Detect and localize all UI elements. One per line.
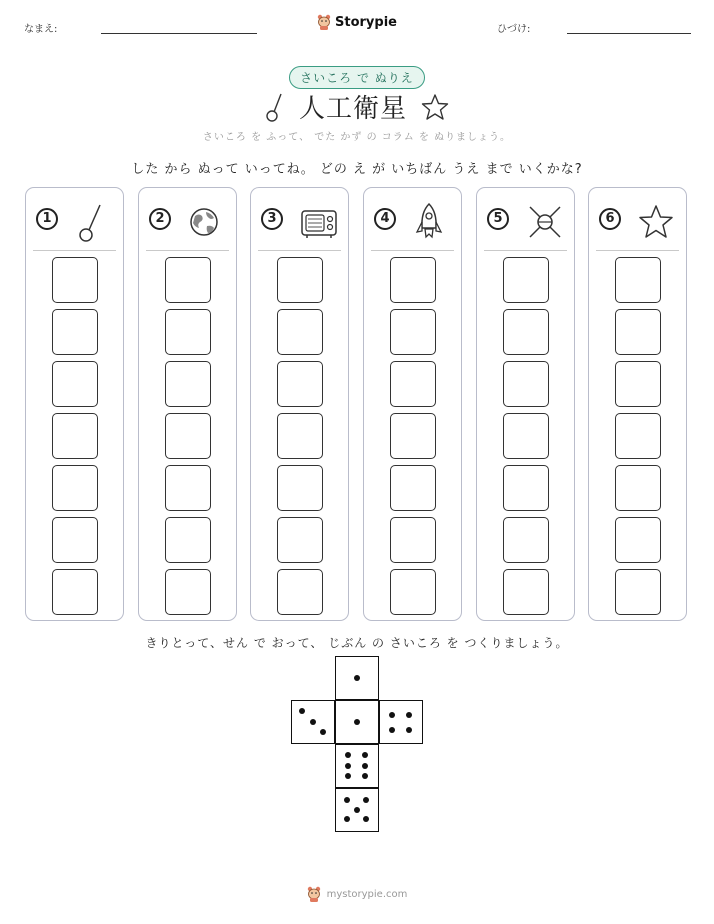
- color-cell[interactable]: [277, 257, 323, 303]
- die-pip: [354, 807, 360, 813]
- column-divider: [484, 250, 567, 251]
- bear-logo-icon: [317, 14, 331, 30]
- color-cell[interactable]: [503, 309, 549, 355]
- column-number: 6: [599, 208, 621, 230]
- date-label: ひづけ:: [497, 24, 531, 35]
- color-cell[interactable]: [165, 257, 211, 303]
- die-pip: [406, 712, 412, 718]
- color-cell[interactable]: [390, 361, 436, 407]
- color-cell[interactable]: [390, 517, 436, 563]
- die-pip: [354, 719, 360, 725]
- die-pip: [345, 763, 351, 769]
- column-divider: [33, 250, 116, 251]
- color-cell[interactable]: [52, 361, 98, 407]
- name-line: [101, 33, 257, 34]
- name-label: なまえ:: [24, 24, 58, 35]
- die-face-4: [379, 700, 423, 744]
- subtitle: さいころ を ふって、 でた かず の コラム を ぬりましょう。: [202, 132, 512, 143]
- theme-badge-text: さいころ で ぬりえ: [289, 66, 425, 89]
- brand-name: Storypie: [335, 14, 397, 30]
- color-cell[interactable]: [503, 257, 549, 303]
- die-pip: [406, 727, 412, 733]
- die-pip: [362, 773, 368, 779]
- column-2: [138, 187, 237, 621]
- color-cell[interactable]: [52, 569, 98, 615]
- rocket-icon: [412, 202, 446, 250]
- color-cell[interactable]: [503, 413, 549, 459]
- die-pip: [389, 727, 395, 733]
- die-pip: [344, 816, 350, 822]
- color-cell[interactable]: [277, 361, 323, 407]
- page-title: 人工衛星: [298, 94, 407, 124]
- lollipop-icon: [74, 202, 108, 246]
- column-header: [589, 202, 686, 242]
- color-cell[interactable]: [52, 257, 98, 303]
- die-pip: [345, 773, 351, 779]
- color-cell[interactable]: [615, 413, 661, 459]
- die-pip: [363, 816, 369, 822]
- column-number: 2: [149, 208, 171, 230]
- die-face-3: [291, 700, 335, 744]
- die-pip: [320, 729, 326, 735]
- color-cell[interactable]: [390, 569, 436, 615]
- brand-logo: [0, 14, 714, 30]
- color-cell[interactable]: [165, 413, 211, 459]
- lollipop-icon: [265, 92, 285, 122]
- color-cell[interactable]: [503, 569, 549, 615]
- color-cell[interactable]: [390, 309, 436, 355]
- die-face-5: [335, 788, 379, 832]
- column-header: [251, 202, 348, 242]
- die-pip: [389, 712, 395, 718]
- column-divider: [258, 250, 341, 251]
- color-cell[interactable]: [615, 309, 661, 355]
- cutout-instruction: きりとって、せん で おって、 じぶん の さいころ を つくりましょう。: [145, 636, 569, 650]
- bear-logo-icon: [307, 886, 321, 902]
- column-6: [588, 187, 687, 621]
- color-cell[interactable]: [390, 465, 436, 511]
- color-cell[interactable]: [390, 257, 436, 303]
- column-4: [363, 187, 462, 621]
- column-divider: [371, 250, 454, 251]
- color-cell[interactable]: [503, 361, 549, 407]
- die-pip: [344, 797, 350, 803]
- color-cell[interactable]: [277, 465, 323, 511]
- color-cell[interactable]: [165, 465, 211, 511]
- color-cell[interactable]: [277, 309, 323, 355]
- die-face-1: [335, 656, 379, 700]
- color-cell[interactable]: [165, 517, 211, 563]
- title-row: [0, 88, 714, 125]
- die-pip: [299, 708, 305, 714]
- column-number: 1: [36, 208, 58, 230]
- column-number: 4: [374, 208, 396, 230]
- color-cell[interactable]: [390, 413, 436, 459]
- date-line: [567, 33, 691, 34]
- color-cell[interactable]: [52, 517, 98, 563]
- column-number: 3: [261, 208, 283, 230]
- color-cell[interactable]: [615, 517, 661, 563]
- column-divider: [146, 250, 229, 251]
- color-cell[interactable]: [615, 569, 661, 615]
- column-divider: [596, 250, 679, 251]
- color-cell[interactable]: [52, 465, 98, 511]
- radio-icon: [299, 202, 339, 246]
- column-number: 5: [487, 208, 509, 230]
- die-pip: [354, 675, 360, 681]
- star-icon: [637, 202, 675, 246]
- die-pip: [362, 763, 368, 769]
- color-cell[interactable]: [52, 413, 98, 459]
- column-5: [476, 187, 575, 621]
- column-3: [250, 187, 349, 621]
- color-cell[interactable]: [615, 361, 661, 407]
- instruction: した から ぬって いってね。 どの え が いちばん うえ まで いくかな?: [131, 162, 583, 177]
- die-pip: [363, 797, 369, 803]
- color-cell[interactable]: [615, 465, 661, 511]
- column-header: [139, 202, 236, 242]
- satellite-icon: [525, 202, 565, 246]
- die-pip: [310, 719, 316, 725]
- color-cell[interactable]: [165, 309, 211, 355]
- color-cell[interactable]: [503, 517, 549, 563]
- footer-site: mystorypie.com: [326, 888, 408, 900]
- column-1: [25, 187, 124, 621]
- color-cell[interactable]: [52, 309, 98, 355]
- column-header: [364, 202, 461, 242]
- color-cell[interactable]: [277, 413, 323, 459]
- column-header: [477, 202, 574, 242]
- die-pip: [362, 752, 368, 758]
- color-cell[interactable]: [165, 361, 211, 407]
- die-face-6: [335, 744, 379, 788]
- footer: [0, 886, 714, 902]
- theme-badge: [0, 66, 714, 89]
- color-cell[interactable]: [615, 257, 661, 303]
- die-face-1: [335, 700, 379, 744]
- color-cell[interactable]: [503, 465, 549, 511]
- column-header: [26, 202, 123, 242]
- earth-icon: [187, 202, 221, 246]
- color-cell[interactable]: [277, 569, 323, 615]
- color-cell[interactable]: [165, 569, 211, 615]
- color-cell[interactable]: [277, 517, 323, 563]
- die-pip: [345, 752, 351, 758]
- star-icon: [421, 93, 449, 121]
